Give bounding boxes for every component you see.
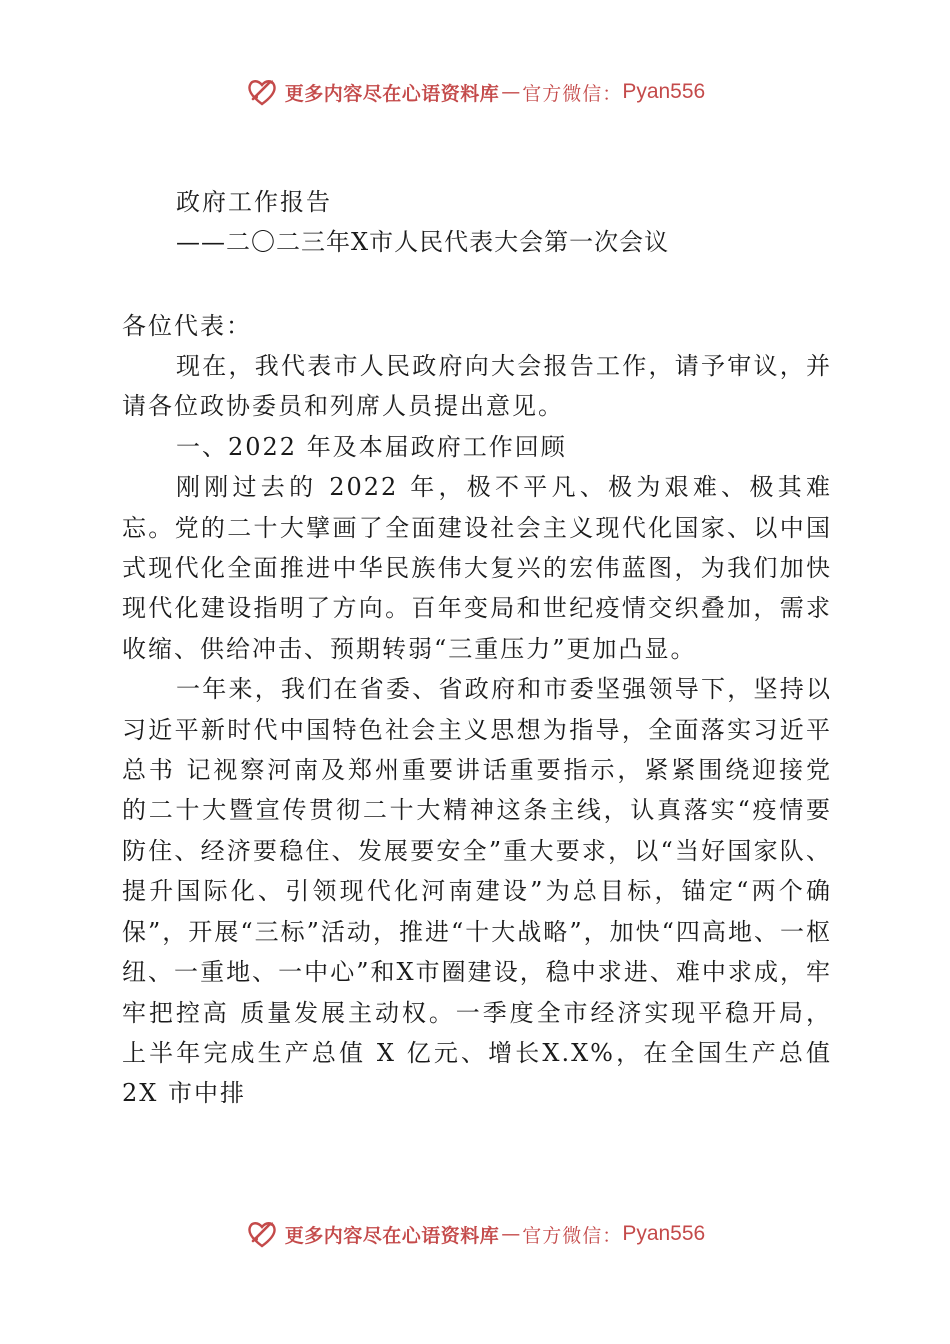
heart-pen-logo-icon [245, 1217, 279, 1251]
document-title: 政府工作报告 [176, 188, 332, 216]
section-heading: 一、2022 年及本届政府工作回顾 [176, 432, 567, 461]
wechat-id: Pyan556 [622, 1222, 706, 1245]
promo-dash: — [501, 81, 521, 103]
wechat-label: 官方微信： [522, 1224, 623, 1247]
heart-pen-logo-icon [245, 75, 279, 109]
paragraph-review: 刚刚过去的 2022 年，极不平凡、极为艰难、极其难忘。党的二十大擘画了全面建设社会主义现代化国家、以中国式现代化全面推进中华民族伟大复兴的宏伟蓝图，为我们加快现代化建设指明了方向。百年变局和世纪疫情交织叠加，需求收缩、供给冲击、预期转弱“三重压力”更加凸显。 [122, 473, 832, 663]
paragraph-year: 一年来，我们在省委、省政府和市委坚强领导下，坚持以习近平新时代中国特色社会主义思想为指导，全面落实习近平总书 记视察河南及郑州重要讲话重要指示，紧紧围绕迎接党的二十大暨宣传贯彻二十大精神这条主线，认真落实“疫情要防住、经济要稳住、发展要安全”重大要求，以“当好国家队、提升国际化、引领现代化河南建设”为总目标，锚定“两个确保”，开展“三标”活动，推进“十大战略”，加快“四高地、一枢纽、一重地、一中心”和X市圈建设，稳中求进、难中求成，牢牢把控高 质量发展主动权。一季度全市经济实现平稳开局，上半年完成生产总值 X 亿元、增长X.X%，在全国生产总值 2X 市中排 [122, 675, 832, 1108]
paragraph-intro: 现在，我代表市人民政府向大会报告工作，请予审议，并请各位政协委员和列席人员提出意见。 [122, 352, 832, 421]
wechat-id: Pyan556 [622, 80, 706, 103]
document-subtitle: ——二〇二三年X市人民代表大会第一次会议 [176, 228, 670, 256]
promo-text: 更多内容尽在心语资料库 [284, 1224, 500, 1247]
promo-text: 更多内容尽在心语资料库 [284, 82, 500, 105]
wechat-label: 官方微信： [522, 82, 623, 105]
greeting: 各位代表： [122, 312, 252, 340]
document-body [122, 182, 832, 1114]
promo-dash: — [501, 1223, 521, 1245]
footer-promo-banner [0, 1212, 950, 1256]
header-promo-banner [0, 70, 950, 114]
